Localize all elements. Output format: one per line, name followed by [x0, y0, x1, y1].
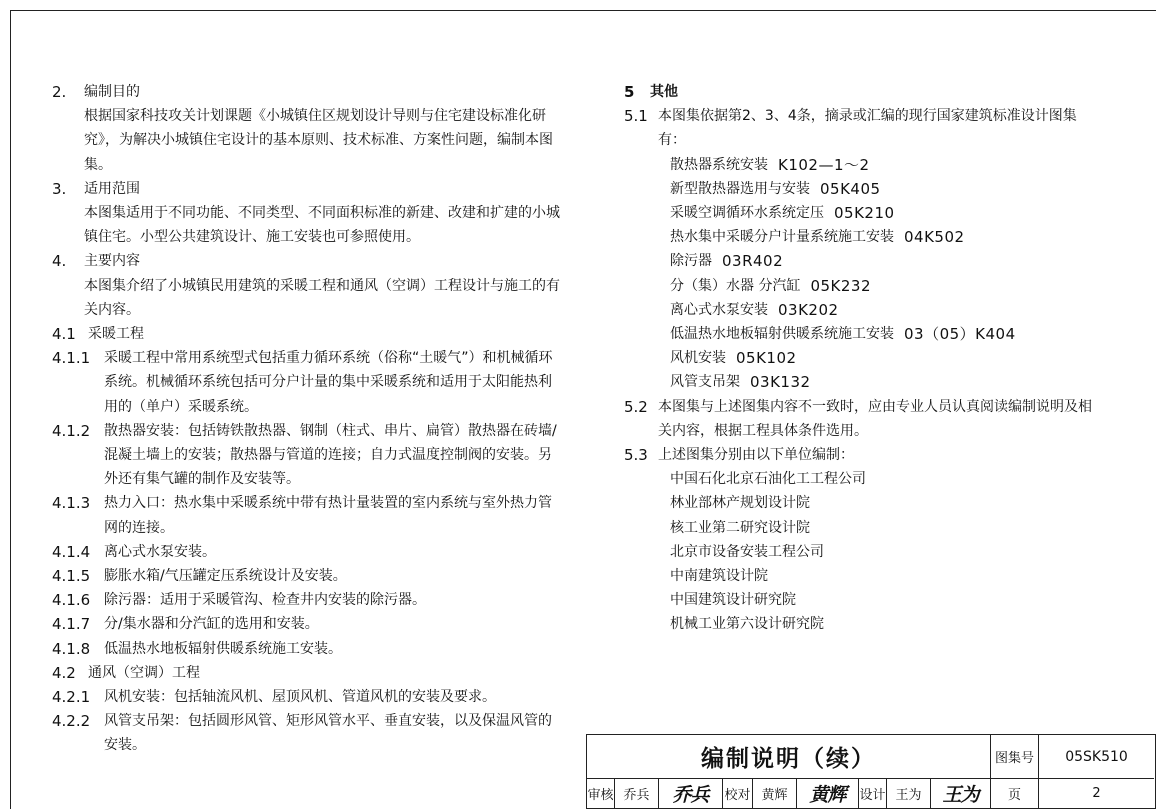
reference-atlas-item: [624, 274, 1104, 298]
section-4-1-heading: [52, 322, 562, 346]
reference-atlas-name: 采暖空调循环水系统定压: [670, 205, 824, 222]
reference-atlas-code: 03K132: [750, 373, 811, 392]
check-label: 校对: [723, 779, 753, 808]
reference-atlas-item: [624, 249, 1104, 273]
reference-atlas-list: [624, 153, 1104, 395]
item-text: 风机安装：包括轴流风机、屋顶风机、管道风机的安装及要求。: [104, 689, 496, 706]
reference-atlas-item: [624, 322, 1104, 346]
reference-atlas-code: K102—1～2: [778, 155, 870, 174]
compiling-unit: 林业部林产规划设计院: [670, 495, 810, 512]
reference-atlas-code: 03（05）K404: [904, 325, 1016, 344]
item-5-2: [624, 395, 1104, 443]
item-number: 5.1: [624, 107, 648, 126]
reference-atlas-code: 03R402: [722, 252, 784, 271]
reference-atlas-code: 05K102: [736, 349, 797, 368]
reference-atlas-name: 散热器系统安装: [670, 156, 768, 173]
section-title: 适用范围: [84, 180, 140, 197]
item-number: 4.1.5: [52, 567, 91, 586]
item-4-2-2: [52, 709, 562, 757]
reviewer-name: 乔兵: [615, 779, 659, 808]
item-text: 本图集依据第2、3、4条，摘录或汇编的现行国家建筑标准设计图集有：: [658, 108, 1077, 149]
section-2-heading: [52, 80, 562, 104]
item-5-3: [624, 443, 1104, 467]
item-4-1-1: [52, 346, 562, 419]
item-number: 4.1.2: [52, 421, 91, 440]
drawing-title: 编制说明（续）: [587, 735, 991, 779]
section-4-heading: [52, 249, 562, 273]
designer-signature: 王为: [931, 779, 991, 808]
reference-atlas-name: 低温热水地板辐射供暖系统施工安装: [670, 326, 894, 343]
reference-atlas-item: [624, 225, 1104, 249]
section-title: 编制目的: [84, 84, 140, 100]
reviewer-signature: 乔兵: [659, 779, 723, 808]
reference-atlas-item: [624, 153, 1104, 177]
reference-atlas-name: 风机安装: [670, 350, 726, 367]
item-number: 4.1.1: [52, 349, 91, 368]
item-text: 本图集与上述图集内容不一致时，应由专业人员认真阅读编制说明及相关内容，根据工程具体条件选用。: [658, 398, 1092, 439]
item-text: 除污器：适用于采暖管沟、检查井内安装的除污器。: [104, 592, 426, 609]
compiling-unit: 中国石化北京石油化工工程公司: [670, 471, 866, 488]
item-4-2-1: [52, 685, 562, 709]
designer-name: 王为: [887, 779, 931, 808]
item-text: 离心式水泵安装。: [104, 543, 216, 560]
reference-atlas-name: 热水集中采暖分户计量系统施工安装: [670, 229, 894, 246]
item-number: 4.1.3: [52, 494, 91, 513]
item-4-1-4: [52, 540, 562, 564]
item-text: 风管支吊架：包括圆形风管、矩形风管水平、垂直安装，以及保温风管的安装。: [104, 713, 552, 754]
compiling-unit: 中国建筑设计研究院: [670, 592, 796, 609]
item-number: 4.2.2: [52, 712, 91, 731]
section-number: 4.2: [52, 663, 76, 682]
section-2-body: 根据国家科技攻关计划课题《小城镇住区规划设计导则与住宅建设标准化研究》，为解决小城镇住宅设计的基本原则、技术标准、方案性问题，编制本图集。: [84, 108, 553, 173]
item-number: 4.1.4: [52, 542, 91, 561]
section-number: 4.1: [52, 325, 76, 344]
reference-atlas-item: [624, 346, 1104, 370]
item-number: 5.3: [624, 446, 648, 465]
compiling-unit: 中南建筑设计院: [670, 568, 768, 585]
item-number: 4.1.6: [52, 591, 91, 610]
reference-atlas-item: [624, 201, 1104, 225]
section-title: 主要内容: [84, 253, 140, 270]
page-label: 页: [991, 779, 1039, 808]
item-4-1-7: [52, 612, 562, 636]
section-4-body: 本图集介绍了小城镇民用建筑的采暖工程和通风（空调）工程设计与施工的有关内容。: [84, 277, 560, 318]
item-4-1-3: [52, 491, 562, 539]
item-number: 4.2.1: [52, 688, 91, 707]
item-text: 低温热水地板辐射供暖系统施工安装。: [104, 640, 342, 657]
reference-atlas-code: 05K210: [834, 204, 895, 223]
item-text: 散热器安装：包括铸铁散热器、钢制（柱式、串片、扁管）散热器在砖墙/混凝土墙上的安装；散热器与管道的连接；自力式温度控制阀的安装。另外还有集气罐的制作及安装等。: [104, 422, 557, 488]
atlas-number-label: 图集号: [991, 735, 1039, 779]
compiling-unit: 机械工业第六设计研究院: [670, 616, 824, 633]
section-title: 采暖工程: [88, 326, 144, 343]
item-text: 上述图集分别由以下单位编制：: [658, 447, 854, 464]
reference-atlas-name: 新型散热器选用与安装: [670, 180, 810, 197]
reference-atlas-item: [624, 370, 1104, 394]
compiling-unit: 核工业第二研究设计院: [670, 519, 810, 536]
title-block: [586, 734, 1156, 809]
reference-atlas-name: 分（集）水器 分汽缸: [670, 277, 801, 294]
item-text: 热力入口：热水集中采暖系统中带有热计量装置的室内系统与室外热力管网的连接。: [104, 495, 552, 536]
page-number: 2: [1092, 786, 1101, 801]
item-text: 膨胀水箱/气压罐定压系统设计及安装。: [104, 568, 347, 585]
checker-signature: 黄辉: [797, 779, 859, 808]
review-label: 审核: [587, 779, 615, 808]
section-3-body: 本图集适用于不同功能、不同类型、不同面积标准的新建、改建和扩建的小城镇住宅。小型公共建筑设计、施工安装也可参照使用。: [84, 205, 560, 246]
section-number: 4.: [52, 252, 67, 271]
section-number: 2.: [52, 83, 67, 101]
reference-atlas-item: [624, 298, 1104, 322]
reference-atlas-name: 除污器: [670, 253, 712, 270]
item-4-1-5: [52, 564, 562, 588]
section-3-heading: [52, 177, 562, 201]
right-column: [624, 80, 1104, 637]
item-number: 4.1.7: [52, 615, 91, 634]
atlas-number: 05SK510: [1039, 735, 1154, 779]
section-4-2-heading: [52, 661, 562, 685]
reference-atlas-code: 05K405: [820, 179, 881, 198]
section-number: 5: [624, 83, 635, 101]
left-column: [52, 80, 562, 758]
compiling-units-list: [624, 467, 1104, 636]
section-number: 3.: [52, 179, 67, 198]
reference-atlas-code: 05K232: [810, 276, 872, 295]
item-number: 5.2: [624, 397, 648, 416]
item-4-1-8: [52, 637, 562, 661]
reference-atlas-code: 03K202: [778, 300, 839, 319]
item-text: 采暖工程中常用系统型式包括重力循环系统（俗称“土暖气”）和机械循环系统。机械循环系统包括可分户计量的集中采暖系统和适用于太阳能热利用的（单户）采暖系统。: [104, 350, 553, 415]
reference-atlas-name: 离心式水泵安装: [670, 301, 768, 318]
reference-atlas-name: 风管支吊架: [670, 374, 740, 391]
item-number: 4.1.8: [52, 639, 91, 658]
section-5-heading: [624, 80, 1104, 104]
item-text: 分/集水器和分汽缸的选用和安装。: [104, 616, 319, 633]
design-label: 设计: [859, 779, 887, 808]
section-title: 通风（空调）工程: [88, 664, 200, 681]
reference-atlas-item: [624, 177, 1104, 201]
compiling-unit: 北京市设备安装工程公司: [670, 543, 824, 560]
checker-name: 黄辉: [753, 779, 797, 808]
item-4-1-6: [52, 588, 562, 612]
item-4-1-2: [52, 419, 562, 492]
reference-atlas-code: 04K502: [904, 228, 965, 247]
item-5-1: [624, 104, 1104, 152]
section-title: 其他: [650, 84, 678, 100]
